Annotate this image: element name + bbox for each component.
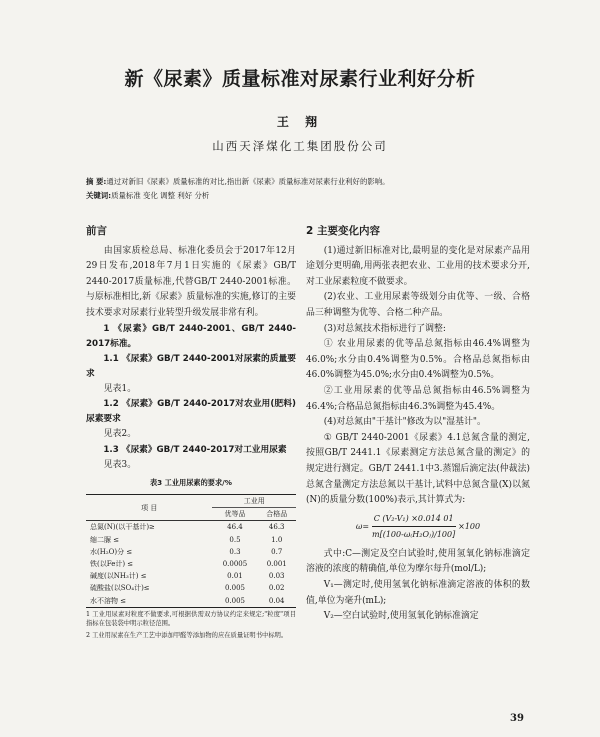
paragraph-1-3: 见表3。	[103, 459, 137, 470]
abstract-text: 通过对新旧《尿素》质量标准的对比,指出新《尿素》质量标准对尿素行业利好的影响。	[106, 177, 390, 186]
table-3	[86, 494, 296, 608]
right-column	[306, 224, 530, 625]
paragraph: V₁—测定时,使用氢氧化钠标准滴定溶液的体积的数值,单位为毫升(mL);	[306, 580, 530, 606]
paragraph: 式中:C—测定及空白试验时,使用氢氧化钠标准滴定溶液的浓度的精确值,单位为摩尔每升(mol/L);	[306, 548, 530, 575]
formula-lhs: ω=	[355, 521, 370, 531]
table-row: 铁(以Fe计) ≤ 0.0005 0.001	[90, 559, 287, 568]
paragraph-1-1: 见表1。	[103, 383, 137, 394]
table-row: 总氮(N)(以干基计)≥ 46.4 46.3	[90, 523, 285, 532]
paragraph: (1)通过新旧标准对比,最明显的变化是对尿素产品用途划分更明确,用两张表把农业、工业用的技术要求分开,对工业尿素粒度不做要求。	[306, 245, 530, 287]
table-note-2: 2 工业用尿素在生产工艺中添加甲醛等添加物的应在质量证明书中标明。	[86, 631, 288, 639]
paragraph-1-2: 见表2。	[103, 429, 137, 440]
formula	[306, 511, 530, 543]
page-number: 39	[510, 713, 524, 724]
paragraph: (4)对总氮由"干基计"修改为以"湿基计"。	[323, 417, 486, 428]
table-note-1: 1 工业用尿素对粒度不做要求,可根据供需双方协议约定来规定;"粒度"项目指标在包装袋中明示粒径范围。	[86, 610, 296, 628]
paragraph: V₂—空白试验时,使用氢氧化钠标准滴定	[323, 611, 479, 622]
table-row: 缩二脲 ≤ 0.5 1.0	[90, 535, 283, 544]
table-row: 硫酸盐(以SO₄计)≤ 0.005 0.02	[90, 584, 285, 593]
paragraph: ②工业用尿素的优等品总氮指标由46.5%调整为46.4%;合格品总氮指标由46.3%调整为45.4%。	[306, 385, 530, 412]
heading-1-1: 1.1 《尿素》GB/T 2440-2001对尿素的质量要求	[86, 353, 296, 379]
table-header-group: 工业用	[212, 494, 296, 507]
paragraph: ① 农业用尿素的优等品总氮指标由46.4%调整为46.0%;水分由0.4%调整为0.5%。合格品总氮指标由46.0%调整为45.0%;水分由0.4%调整为0.5%。	[306, 339, 530, 381]
table-row: 水不溶物 ≤ 0.005 0.04	[86, 595, 296, 608]
formula-denominator: m[(100-ω₍H₂O₎)/100]	[372, 530, 456, 540]
heading-1: 1 《尿素》GB/T 2440-2001、GB/T 2440-2017标准。	[86, 323, 296, 349]
formula-fraction	[372, 511, 456, 543]
section-heading-2: 2 主要变化内容	[306, 225, 380, 237]
paper-title: 新《尿素》质量标准对尿素行业利好分析	[124, 68, 476, 90]
table-row: 碱度(以NH₃计) ≤ 0.01 0.03	[90, 572, 285, 581]
section-heading-intro: 前言	[86, 225, 107, 237]
formula-tail: ×100	[458, 521, 481, 531]
paragraph-intro: 由国家质检总局、标准化委员会于2017年12月29日发布,2018年7月1日实施的《尿素》GB/T 2440-2017质量标准,代替GB/T 2440-2001标准。与原标准相比,新《尿素》质量标准的实施,修订的主要技术要求对尿素行业转型升级发展非常有利。	[86, 245, 296, 318]
table-header-grade-a: 优等品	[212, 508, 257, 521]
heading-1-2: 1.2 《尿素》GB/T 2440-2017对农业用(肥料)尿素要求	[86, 399, 296, 425]
author: 王 翔	[276, 115, 324, 129]
table-header-item: 项 目	[86, 494, 212, 520]
paragraph: ① GB/T 2440-2001《尿素》4.1总氮含量的测定,按照GB/T 2441.1《尿素测定方法总氮含量的测定》的规定进行测定。GB/T 2441.1中3.蒸馏后滴定法(仲裁法)总氮含量测定方法总氮以干基计,试料中总氮含量(X)以氮(N)的质量分数(100%)表示,其计算式为:	[306, 432, 530, 506]
abstract	[86, 176, 516, 188]
left-column	[86, 224, 296, 640]
paragraph: (3)对总氮技术指标进行了调整:	[323, 323, 446, 334]
keywords-label: 关键词:	[86, 191, 112, 200]
table-caption: 表3 工业用尿素的要求/%	[149, 478, 233, 488]
keywords-text: 质量标准 变化 调整 利好 分析	[111, 191, 210, 200]
keywords	[86, 190, 516, 202]
affiliation: 山西天泽煤化工集团股份公司	[212, 139, 388, 153]
paragraph: (2)农业、工业用尿素等级划分由优等、一级、合格品三种调整为优等、合格二种产品。	[306, 292, 530, 318]
table-row: 水(H₂O)分 ≤ 0.3 0.7	[90, 547, 283, 556]
formula-numerator: C (V₂-V₁) ×0.014 01	[372, 511, 456, 528]
heading-1-3: 1.3 《尿素》GB/T 2440-2017对工业用尿素	[103, 444, 287, 455]
table-header-grade-b: 合格品	[257, 508, 296, 521]
abstract-label: 摘 要:	[86, 177, 107, 186]
